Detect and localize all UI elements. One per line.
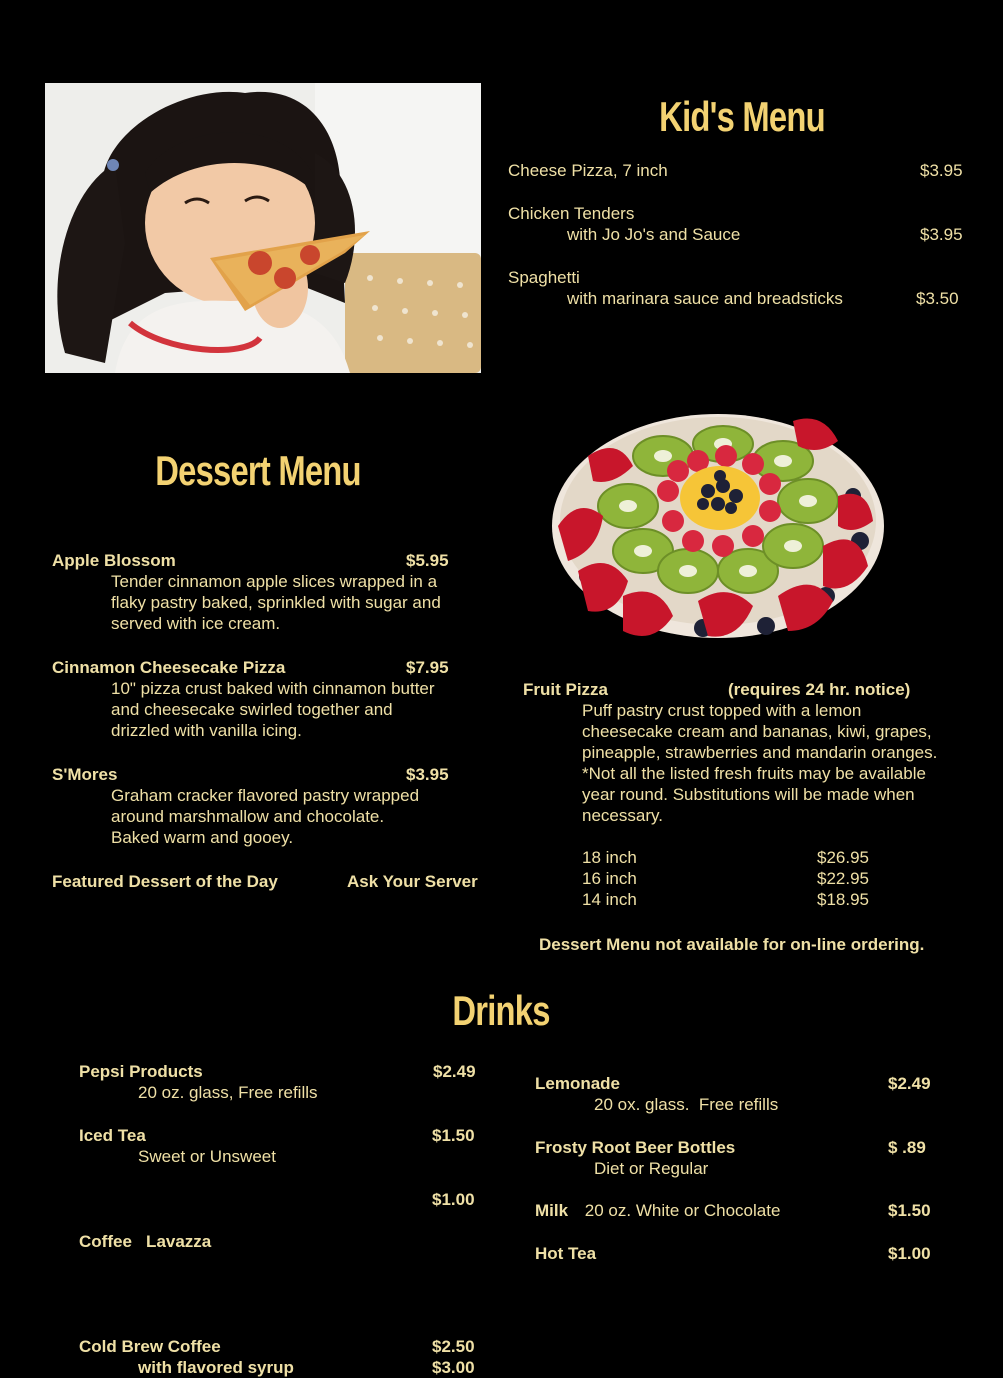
item-name: Hot Tea <box>535 1244 597 1263</box>
drink-item <box>535 1243 955 1264</box>
item-price: $3.95 <box>920 225 963 244</box>
item-price: $1.00 <box>432 1190 475 1209</box>
item-name: Iced Tea <box>79 1126 146 1145</box>
item-description-line: cheesecake cream and bananas, kiwi, grapes, <box>582 722 932 741</box>
item-price: $7.95 <box>406 658 449 677</box>
item-detail: with marinara sauce and breadsticks <box>567 289 843 308</box>
item-detail: with flavored syrup <box>138 1358 294 1377</box>
size-price: $18.95 <box>817 890 869 909</box>
item-price: $1.50 <box>432 1126 475 1145</box>
drinks-title: Drinks <box>452 987 550 1034</box>
item-description-line: Graham cracker flavored pastry wrapped <box>111 786 420 805</box>
item-name: Cinnamon Cheesecake Pizza <box>52 658 286 677</box>
size-label: 18 inch <box>582 848 637 867</box>
item-description-line: necessary. <box>582 806 663 825</box>
dessert-item <box>52 550 502 634</box>
drinks-right-column <box>535 1073 955 1264</box>
kid-eating-pizza-image <box>45 83 481 373</box>
featured-value: Ask Your Server <box>347 872 478 891</box>
drink-item <box>79 1061 499 1103</box>
item-name: Chicken Tenders <box>508 204 635 223</box>
item-description-line: around marshmallow and chocolate. <box>111 807 385 826</box>
item-price: $3.95 <box>920 161 963 180</box>
item-description-line: drizzled with vanilla icing. <box>111 721 302 740</box>
size-row <box>523 868 993 889</box>
item-name: Cheese Pizza, 7 inch <box>508 161 668 180</box>
size-label: 14 inch <box>582 890 637 909</box>
size-price-list <box>523 847 993 910</box>
item-price: $3.50 <box>916 289 959 308</box>
item-price: $1.50 <box>888 1201 931 1220</box>
drink-item <box>79 1189 499 1315</box>
item-price: $1.00 <box>888 1244 931 1263</box>
item-name: S'Mores <box>52 765 118 784</box>
drink-item <box>535 1137 955 1179</box>
item-price: $ .89 <box>888 1138 926 1157</box>
drink-item <box>79 1125 499 1167</box>
drink-item <box>535 1073 955 1115</box>
item-price: $5.95 <box>406 551 449 570</box>
drinks-left-column <box>79 1061 499 1378</box>
item-description-line: pineapple, strawberries and mandarin oranges. <box>582 743 938 762</box>
dessert-item <box>52 657 502 741</box>
drink-item <box>79 1336 499 1378</box>
item-detail: with Jo Jo's and Sauce <box>567 225 741 244</box>
item-detail: 20 oz. glass, Free refills <box>138 1083 318 1102</box>
item-description-line: Puff pastry crust topped with a lemon <box>582 701 862 720</box>
menu-item <box>508 160 968 181</box>
item-inline-detail: 20 oz. White or Chocolate <box>584 1201 781 1220</box>
item-description-line: Tender cinnamon apple slices wrapped in a <box>111 572 438 591</box>
size-price: $22.95 <box>817 869 869 888</box>
item-name: Spaghetti <box>508 268 580 287</box>
item-detail: 20 ox. glass. Free refills <box>594 1095 779 1114</box>
dessert-list <box>52 550 502 892</box>
item-name: Milk <box>535 1201 569 1220</box>
item-price: $3.95 <box>406 765 449 784</box>
item-description-line: flaky pastry baked, sprinkled with sugar and <box>111 593 441 612</box>
menu-item <box>508 203 968 245</box>
kids-menu-list <box>508 160 968 309</box>
item-description-line: 10" pizza crust baked with cinnamon butter <box>111 679 435 698</box>
item-detail-price: $3.00 <box>432 1358 475 1377</box>
notice-note: (requires 24 hr. notice) <box>728 680 911 699</box>
item-description-line: and cheesecake swirled together and <box>111 700 393 719</box>
size-row <box>523 847 993 868</box>
item-detail: Diet or Regular <box>594 1159 709 1178</box>
dessert-item <box>52 764 502 848</box>
fruit-pizza-image <box>548 396 888 648</box>
drink-item <box>535 1200 955 1221</box>
kid-eating-pizza-photo <box>45 83 481 373</box>
kids-menu-title: Kid's Menu <box>659 93 825 140</box>
item-detail: Sweet or Unsweet <box>138 1147 276 1166</box>
size-price: $26.95 <box>817 848 869 867</box>
item-name: Pepsi Products <box>79 1062 203 1081</box>
featured-dessert <box>52 871 502 892</box>
menu-item <box>508 267 968 309</box>
item-description-line: served with ice cream. <box>111 614 281 633</box>
item-name: Frosty Root Beer Bottles <box>535 1138 736 1157</box>
item-name: Coffee Lavazza <box>79 1232 212 1251</box>
item-price: $2.50 <box>432 1337 475 1356</box>
item-price: $2.49 <box>433 1062 476 1081</box>
fruit-pizza-item <box>523 679 993 910</box>
size-row <box>523 889 993 910</box>
item-description-line: year round. Substitutions will be made when <box>582 785 915 804</box>
item-description-line: *Not all the listed fresh fruits may be available <box>582 764 926 783</box>
dessert-menu-title: Dessert Menu <box>155 447 361 494</box>
item-name: Apple Blossom <box>52 551 176 570</box>
size-label: 16 inch <box>582 869 637 888</box>
featured-label: Featured Dessert of the Day <box>52 872 278 891</box>
item-name: Fruit Pizza <box>523 680 609 699</box>
item-name: Lemonade <box>535 1074 621 1093</box>
item-description-line: Baked warm and gooey. <box>111 828 294 847</box>
fruit-pizza-photo <box>548 396 888 648</box>
item-name: Cold Brew Coffee <box>79 1337 221 1356</box>
item-price: $2.49 <box>888 1074 931 1093</box>
online-ordering-disclaimer: Dessert Menu not available for on-line ordering. <box>539 935 925 954</box>
